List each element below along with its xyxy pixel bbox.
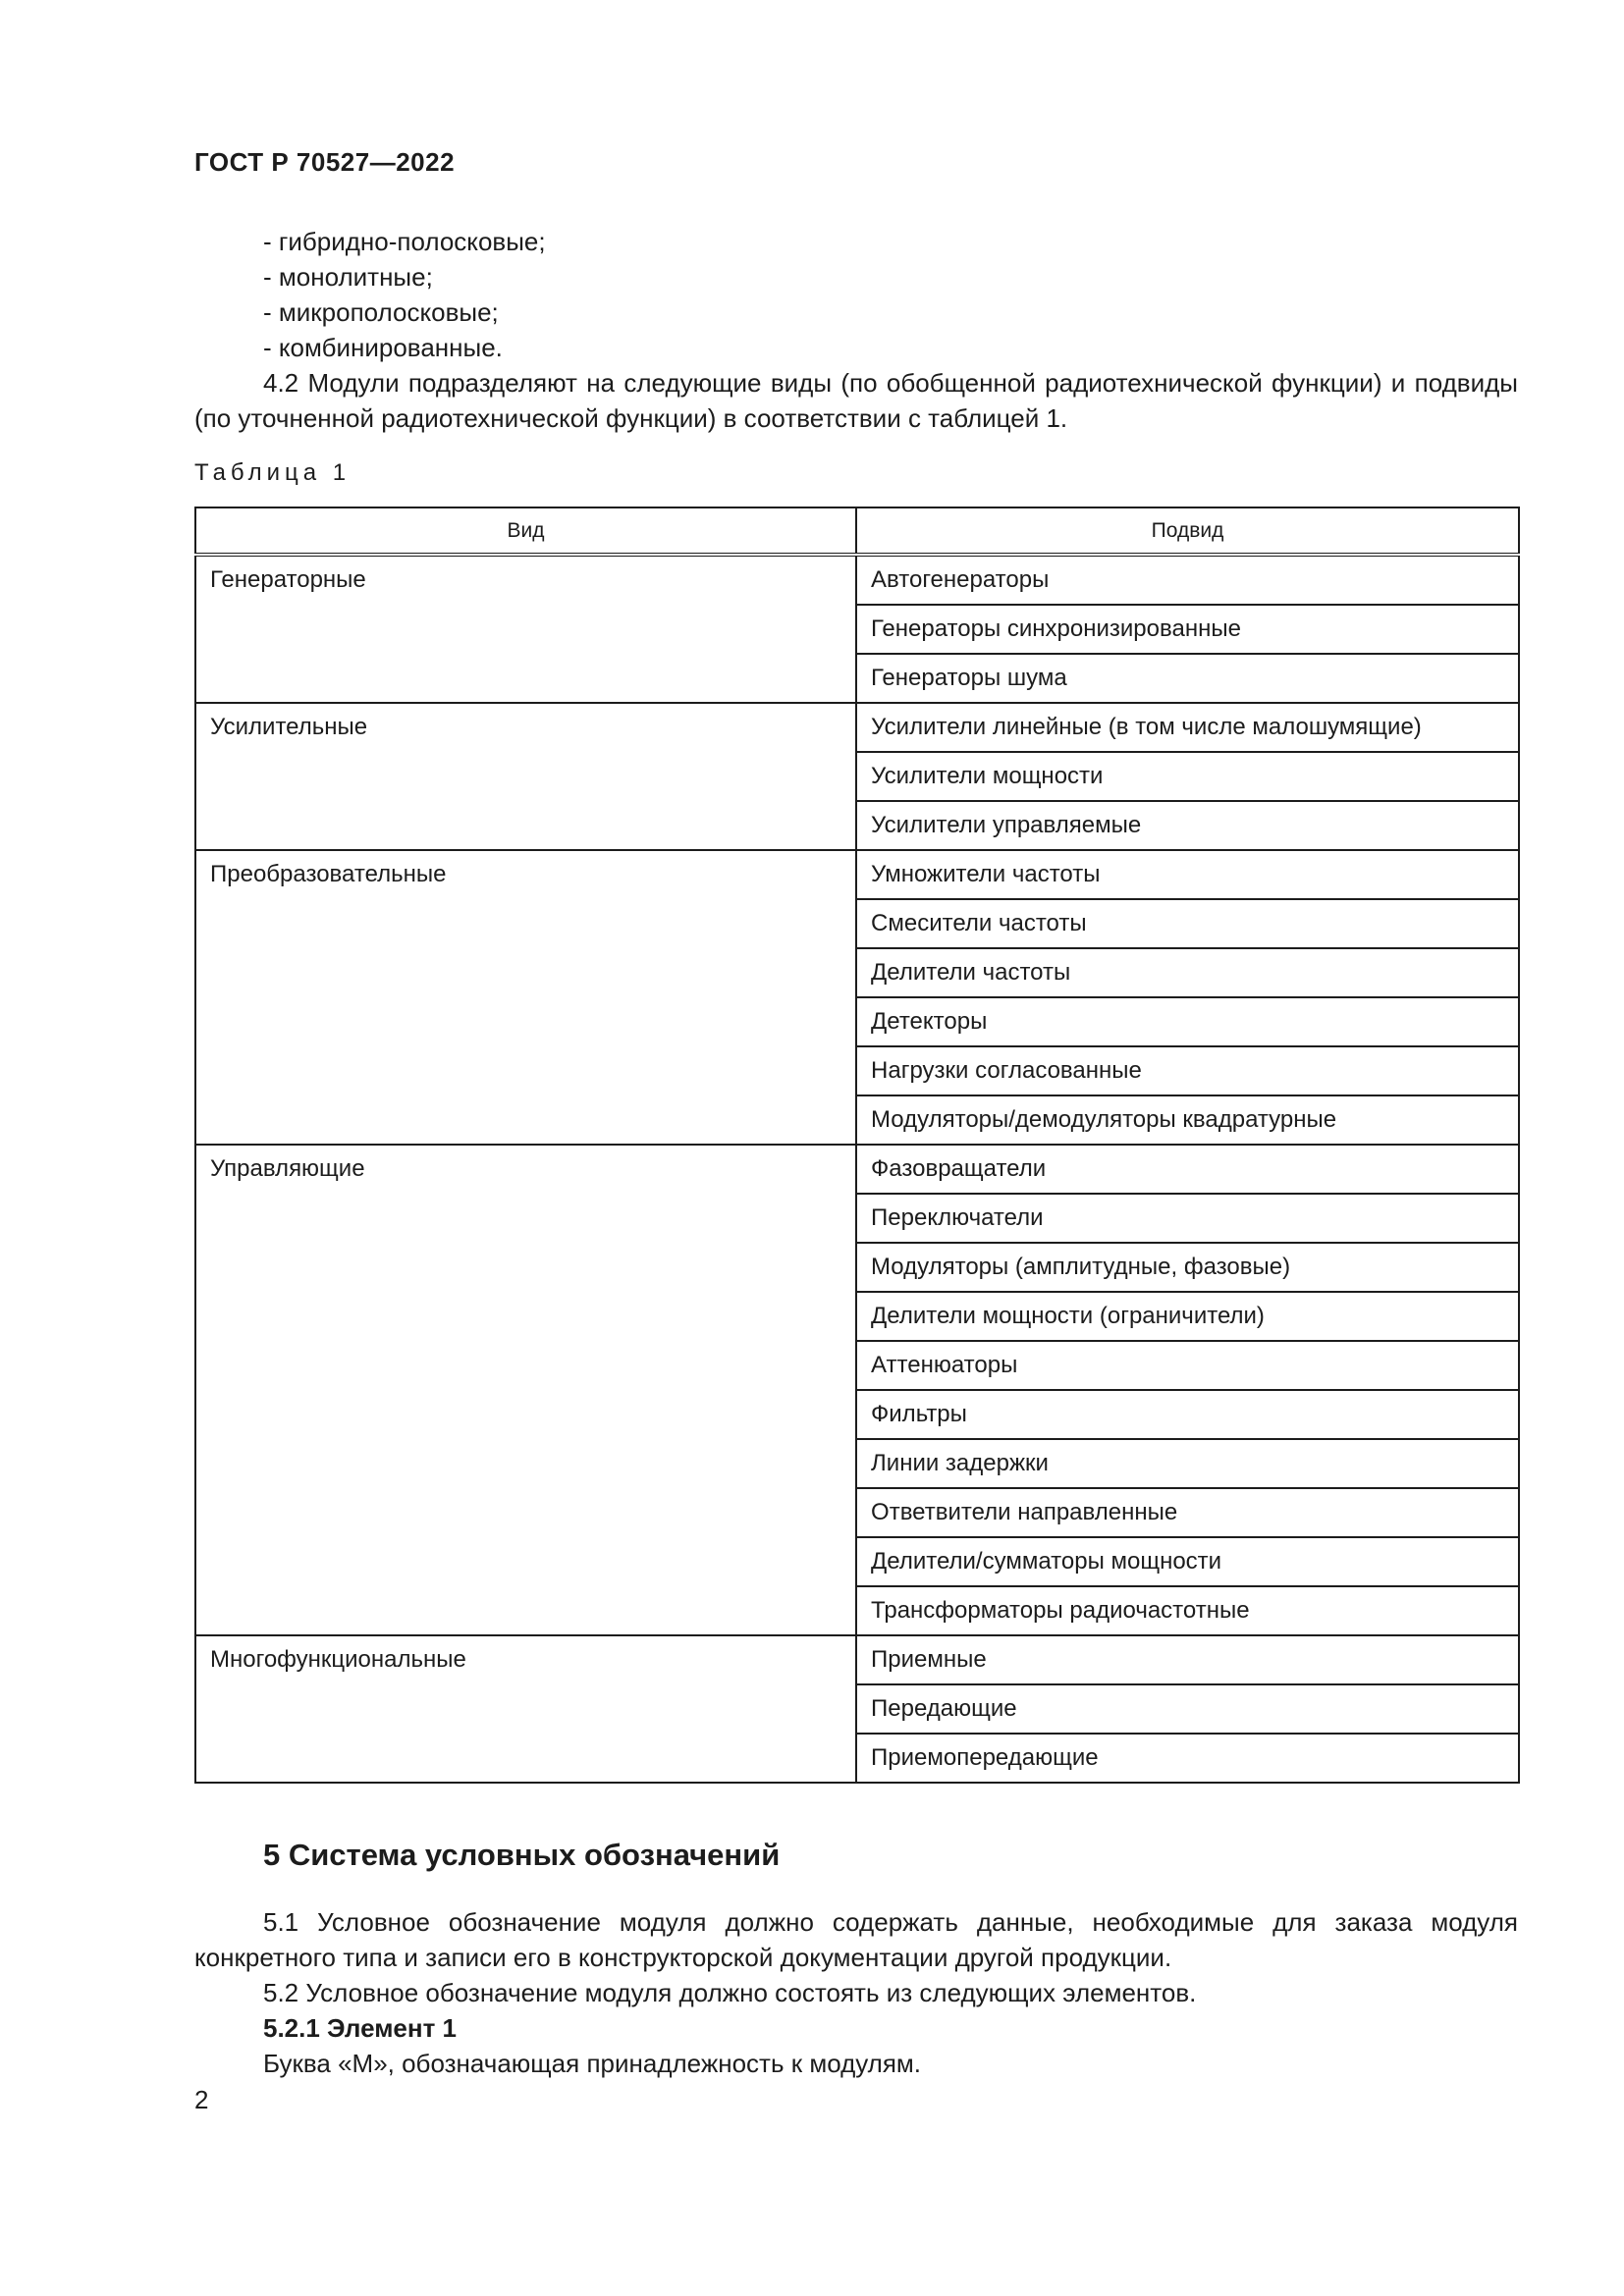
header-kind: Вид [195,507,856,555]
subtype-cell: Нагрузки согласованные [856,1046,1519,1095]
table-row [195,850,1519,899]
table-header-row [195,507,1519,555]
subtype-cell: Модуляторы/демодуляторы квадратурные [856,1095,1519,1145]
document-header: ГОСТ Р 70527—2022 [194,147,456,177]
page-number: 2 [194,2085,209,2114]
subtype-cell: Переключатели [856,1194,1519,1243]
subtype-cell: Смесители частоты [856,899,1519,948]
kind-cell: Управляющие [195,1145,856,1635]
kind-cell: Преобразовательные [195,850,856,1145]
intro-block [194,224,1518,436]
kind-cell: Усилительные [195,703,856,850]
subtype-cell: Фильтры [856,1390,1519,1439]
table-caption: Таблица 1 [194,459,352,486]
subtype-cell: Умножители частоты [856,850,1519,899]
module-types-table [194,507,1520,1784]
subsection-5-2-1-heading: 5.2.1 Элемент 1 [263,2013,458,2043]
subtype-cell: Генераторы синхронизированные [856,605,1519,654]
subtype-cell: Усилители линейные (в том числе малошумящие) [856,703,1519,752]
list-item: - микрополосковые; [263,297,499,327]
subtype-cell: Трансформаторы радиочастотные [856,1586,1519,1635]
subtype-cell: Генераторы шума [856,654,1519,703]
section-5-title: 5 Система условных обозначений [263,1838,781,1872]
kind-cell: Генераторные [195,555,856,703]
subtype-cell: Детекторы [856,997,1519,1046]
kind-cell: Многофункциональные [195,1635,856,1783]
subtype-cell: Приемные [856,1635,1519,1684]
subtype-cell: Ответвители направленные [856,1488,1519,1537]
list-item: - гибридно-полосковые; [263,227,546,256]
table-row [195,1145,1519,1194]
subtype-cell: Делители/сумматоры мощности [856,1537,1519,1586]
table-body [195,555,1519,1783]
table-row [195,703,1519,752]
list-item: - монолитные; [263,262,433,292]
subtype-cell: Модуляторы (амплитудные, фазовые) [856,1243,1519,1292]
list-item: - комбинированные. [263,333,503,362]
subtype-cell: Автогенераторы [856,555,1519,605]
paragraph-5-2-1: Буква «М», обозначающая принадлежность к модулям. [263,2049,922,2078]
subtype-cell: Делители мощности (ограничители) [856,1292,1519,1341]
subtype-cell: Приемопередающие [856,1734,1519,1783]
subtype-cell: Передающие [856,1684,1519,1734]
subtype-cell: Фазовращатели [856,1145,1519,1194]
subtype-cell: Аттенюаторы [856,1341,1519,1390]
paragraph-5-2: 5.2 Условное обозначение модуля должно состоять из следующих элементов. [263,1978,1197,2007]
table-row [195,1635,1519,1684]
paragraph-5-1: 5.1 Условное обозначение модуля должно содержать данные, необходимые для заказа модуля конкретного типа и записи его в конструкторской документации другой продукции. [194,1907,1518,1972]
subtype-cell: Усилители управляемые [856,801,1519,850]
paragraph-4-2: 4.2 Модули подразделяют на следующие виды (по обобщенной радиотехнической функции) и подвиды (по уточненной радиотехнической функции) в соответствии с таблицей 1. [194,368,1518,433]
subtype-cell: Усилители мощности [856,752,1519,801]
table-row [195,555,1519,605]
section-5-body [194,1904,1518,2081]
subtype-cell: Делители частоты [856,948,1519,997]
subtype-cell: Линии задержки [856,1439,1519,1488]
header-subtype: Подвид [856,507,1519,555]
